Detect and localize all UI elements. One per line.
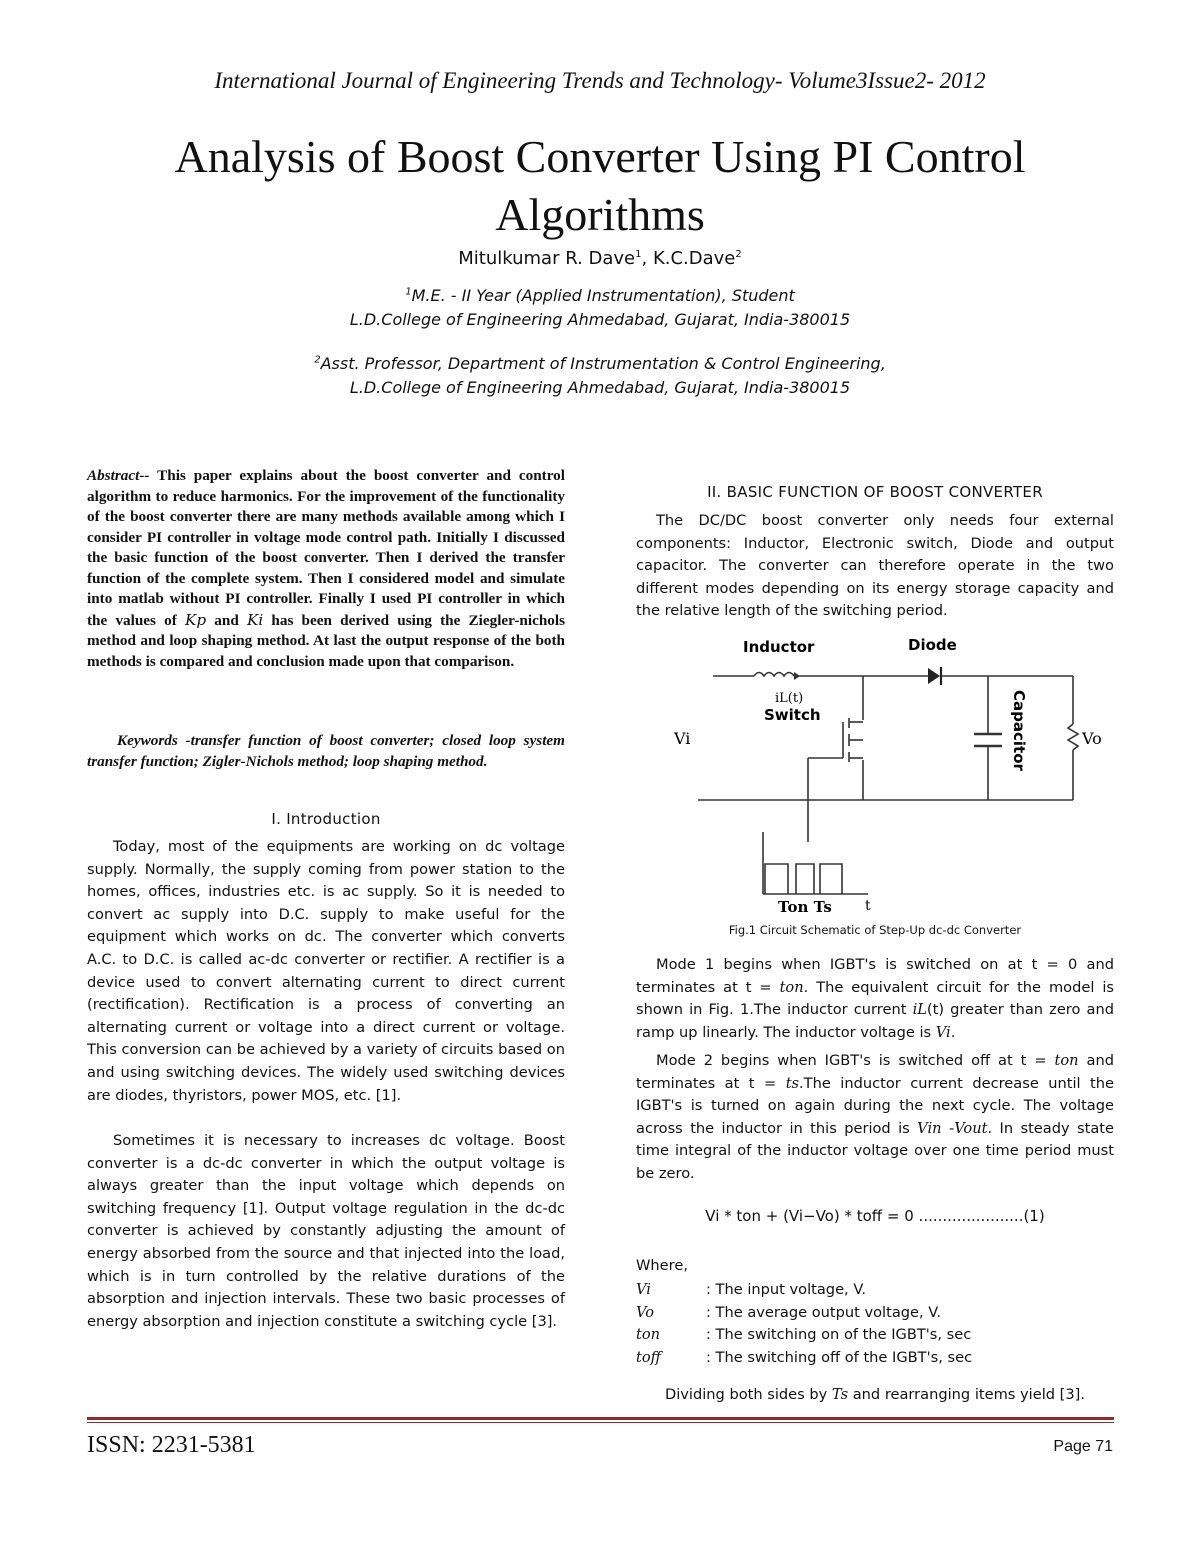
symbol-row [636,1279,1114,1302]
mode2-dash: - [941,1119,955,1137]
symbol-desc: : The input voltage, V. [706,1281,867,1298]
section-2-paragraph-1: The DC/DC boost converter only needs four external components: Inductor, Electronic switch, Diode and output capacitor. The converter can therefore operate in the two different modes depending on its energy storage capacity and the relative length of the switching period. [636,512,1114,620]
symbol-desc: : The switching on of the IGBT's, sec [706,1326,972,1344]
intro-paragraph-2: Sometimes it is necessary to increases dc voltage. Boost converter is a dc-dc converter in which the output voltage is always greater than the input voltage which depends on switching frequency [1]. Output voltage regulation in the dc-dc converter is achieved by constantly adjusting the amount of energy absorbed from the source and that injected into the load, which is in turn controlled by the relative durations of the absorption and injection intervals. These two basic processes of energy absorption and injection constitute a switching cycle [3]. [87,1132,565,1330]
symbol-row [636,1302,1114,1325]
dividing-text-b: and rearranging items yield [3]. [848,1386,1085,1403]
mode2-ts: ts [785,1074,800,1092]
dividing-ts: Ts [831,1386,849,1403]
mode2-vin: Vin [917,1119,942,1137]
authors [0,248,1200,269]
mode2-text-a: Mode 2 begins when IGBT's is switched off at t = [656,1052,1055,1069]
intro-heading: I. Introduction [271,810,381,828]
affiliation-1 [0,284,1200,332]
journal-header: International Journal of Engineering Trends and Technology- Volume3Issue2- 2012 [214,68,986,93]
mode1-text-d: . [950,1023,956,1041]
symbol-row [636,1324,1114,1347]
page-number: Page 71 [1053,1438,1113,1455]
author-1-sup: 1 [635,249,642,260]
mode1-text-a: Mode 1 begins when IGBT's is switched on at t = 0 and terminates at t = [636,956,1114,996]
symbol-name: Vi [636,1281,651,1298]
mode2-vout: Vout [954,1119,988,1137]
abstract-text-a: This paper explains about the boost converter and control algorithm to reduce harmonics. For the improvement of the functionality of the boost converter there are many methods available among which I consider PI controller in voltage mode control path. Initially I discussed the basic function of the boost converter. Then I derived the transfer function of the complete system. Then I considered model and simulate into matlab without PI controller. Finally I used PI controller in which the values of [87,467,565,629]
dividing-text-a: Dividing both sides by [664,1386,832,1403]
author-2: K.C.Dave [652,248,736,269]
fig-label-il: iL(t) [775,691,804,706]
paper-title: Analysis of Boost Converter Using PI Control Algorithms [174,131,1026,240]
issn: ISSN: 2231-5381 [87,1432,256,1458]
mode1-vi: Vi [935,1023,951,1041]
where-label: Where, [636,1257,688,1274]
abstract-text-c: has been derived using the Ziegler-nichols method and loop shaping method. At last the output response of the both methods is compared and conclusion made upon that comparison. [87,611,565,670]
mode1-text-b: . The equivalent circuit for the model is shown in Fig. 1.The inductor current [636,978,1114,1019]
affil-1-sup: 1 [405,286,412,298]
keywords: Keywords -transfer function of boost converter; closed loop system transfer function; Zigler-Nichols method; loop shaping method. [87,732,565,770]
fig-label-vo: Vo [1082,729,1102,748]
intro-paragraph-1: Today, most of the equipments are working on dc voltage supply. Normally, the supply coming from power station to the homes, offices, industries etc. is ac supply. So it is needed to convert ac supply into D.C. supply to make useful for the equipment which works on dc. The converter which converts A.C. to D.C. is called ac-dc converter or rectifier. A rectifier is a device used to convert alternating current to direct current (rectification). Rectification is a process of converting an alternating current or voltage into a direct current or voltage. This conversion can be achieved by a variety of circuits based on and using switching devices. The widely used switching devices are diodes, thyristors, power MOS, etc. [1]. [87,838,565,1104]
symbol-name: Vo [636,1303,654,1321]
footer-rule [87,1417,1114,1420]
symbol-list [636,1279,1114,1369]
fig-label-inductor: Inductor [743,638,815,656]
symbol-desc: : The average output voltage, V. [706,1303,942,1321]
dividing-sentence [636,1386,1114,1403]
mode-2-paragraph [636,1050,1114,1186]
mode1-il: iL [912,1001,927,1019]
mode2-text-b: and terminates at t = [636,1052,1114,1092]
affil-1-line-2: L.D.College of Engineering Ahmedabad, Gujarat, India-380015 [349,310,851,329]
equation-1: Vi * ton + (Vi−Vo) * toff = 0 ......................(1) [705,1207,1045,1225]
fig-label-ton-ts: Ton Ts [778,898,832,916]
fig-label-t: t [865,898,871,914]
fig-label-capacitor: Capacitor [1010,690,1028,771]
figure-caption: Fig.1 Circuit Schematic of Step-Up dc-dc Converter [728,923,1022,937]
fig-label-switch: Switch [764,706,821,724]
symbol-name: toff [636,1348,661,1366]
affil-2-line-2: L.D.College of Engineering Ahmedabad, Gujarat, India-380015 [349,378,851,397]
ki-symbol: Ki [246,610,264,629]
symbol-name: ton [636,1326,661,1344]
abstract-text-b: and [206,611,247,629]
author-2-sup: 2 [735,249,742,260]
affil-2-line-1: Asst. Professor, Department of Instrumentation & Control Engineering, [320,354,886,373]
mode2-text-d: . In steady state time integral of the inductor voltage over one time period must be zero. [636,1119,1115,1182]
abstract-label: Abstract-- [87,467,150,484]
symbol-row [636,1347,1114,1370]
mode1-text-c: (t) greater than zero and ramp up linearly. The inductor voltage is [636,1001,1114,1041]
mode-1-paragraph [636,954,1114,1044]
boost-converter-schematic [668,632,1102,920]
abstract [87,466,565,672]
fig-label-vi: Vi [674,729,691,748]
section-2-heading: II. BASIC FUNCTION OF BOOST CONVERTER [707,483,1043,501]
affil-1-line-1: M.E. - II Year (Applied Instrumentation), Student [411,286,795,305]
affiliation-2 [0,352,1200,400]
mode2-ton: ton [1054,1052,1079,1069]
mode2-text-c: .The inductor current decrease until the IGBT's is turned on again during the next cycle. The voltage across the inductor in this period is [636,1074,1115,1137]
footer-rule-thin [87,1422,1114,1423]
affil-2-sup: 2 [314,354,321,366]
fig-label-diode: Diode [908,636,957,654]
kp-symbol: Kp [185,610,207,629]
author-separator: , [641,248,653,269]
author-1: Mitulkumar R. Dave [458,248,636,269]
symbol-desc: : The switching off of the IGBT's, sec [706,1348,973,1366]
mode1-ton: ton [779,978,804,996]
